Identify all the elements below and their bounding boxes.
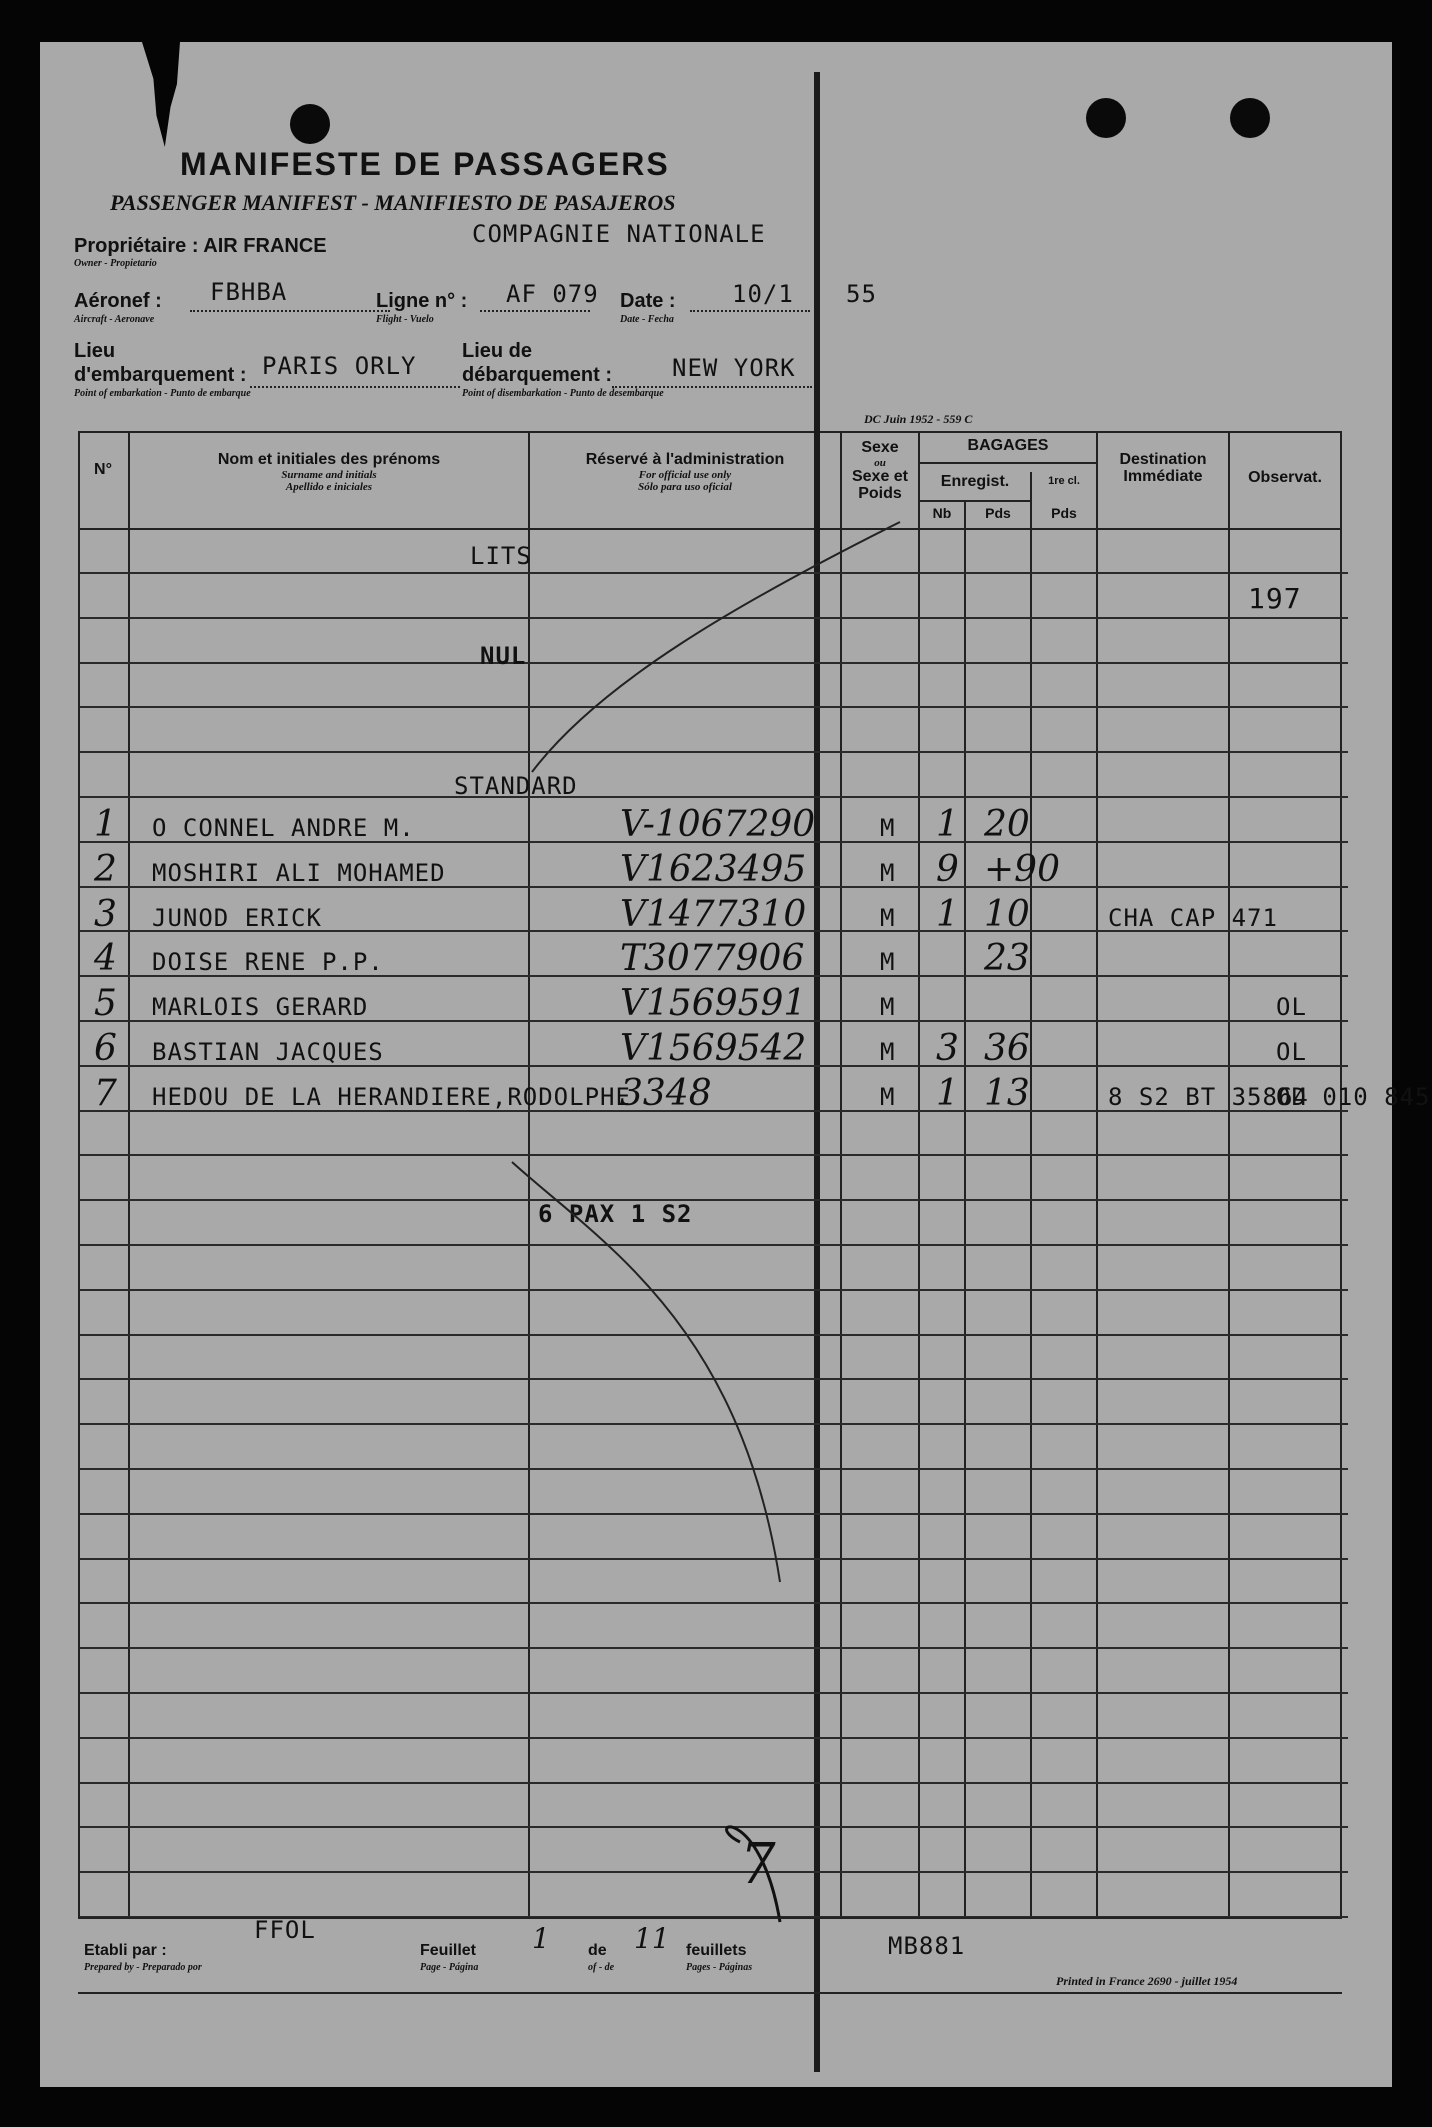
prepared-label: Etabli par : (84, 1942, 167, 1959)
baggage-count: 9 (936, 849, 959, 890)
aircraft-value: FBHBA (210, 278, 288, 306)
disembark-sub: Point of disembarkation - Punto de desembarque (462, 388, 664, 399)
passport-number: V-1067290 (620, 804, 816, 845)
passport-number: T3077906 (620, 938, 805, 979)
passport-number: V1477310 (620, 894, 807, 935)
owner-label: Propriétaire : AIR FRANCE (74, 235, 327, 257)
baggage-weight: 36 (984, 1028, 1030, 1069)
passenger-number: 7 (94, 1073, 117, 1114)
passport-number: 3348 (620, 1073, 712, 1114)
date-year: 55 (846, 280, 877, 308)
passenger-sex: M (880, 904, 896, 932)
hand-mark: 7 (740, 1832, 776, 1897)
passport-number: V1569591 (620, 983, 807, 1024)
prepared-sub: Prepared by - Preparado por (84, 1962, 202, 1973)
col-name: Nom et initiales des prénoms Surname and initials Apellido e iniciales (217, 451, 441, 493)
passenger-sex: M (880, 948, 896, 976)
col-observations: Observat. (1248, 469, 1322, 486)
passenger-name: BASTIAN JACQUES (152, 1038, 384, 1066)
embark-label-1: Lieu (74, 340, 116, 362)
passenger-number: 3 (94, 894, 117, 935)
col-admin: Réservé à l'administration For official use only Sólo para uso oficial (585, 451, 785, 493)
passenger-sex: M (880, 859, 896, 887)
passenger-number: 2 (94, 849, 117, 890)
aircraft-label: Aéronef : (74, 290, 162, 312)
passenger-number: 6 (94, 1028, 117, 1069)
section-lits: LITS (470, 542, 532, 570)
baggage-weight: 23 (984, 938, 1030, 979)
line-sub: Flight - Vuelo (376, 314, 434, 325)
passenger-number: 4 (94, 938, 117, 979)
disembark-label-2: débarquement : (462, 364, 613, 386)
observation: OL (1276, 1038, 1307, 1066)
baggage-count: 1 (936, 1073, 959, 1114)
sheet-sub: Page - Página (420, 1962, 479, 1973)
baggage-count: 1 (936, 804, 959, 845)
disembark-label-1: Lieu de (462, 340, 533, 362)
section-nul: NUL (480, 642, 527, 670)
of-sub: of - de (588, 1962, 615, 1973)
col-sex: Sexe ou Sexe et Poids (851, 439, 909, 502)
col-pds: Pds (985, 505, 1011, 521)
passenger-name: JUNOD ERICK (152, 904, 322, 932)
disembark-value: NEW YORK (672, 354, 796, 382)
owner-sub: Owner - Propietario (74, 258, 157, 269)
col-baggage: BAGAGES (967, 437, 1049, 454)
sheets-label: feuillets (686, 1942, 747, 1959)
col-no: N° (94, 461, 112, 478)
passenger-sex: M (880, 1083, 896, 1111)
baggage-weight: 10 (984, 894, 1030, 935)
section-standard: STANDARD (454, 772, 578, 800)
passenger-name: HEDOU DE LA HERANDIERE,RODOLPHE (152, 1083, 631, 1111)
passenger-number: 1 (94, 804, 117, 845)
passenger-sex: M (880, 1038, 896, 1066)
baggage-weight: +90 (984, 849, 1060, 890)
col-pds-2: Pds (1051, 505, 1077, 521)
col-registered: Enregist. (940, 473, 1010, 490)
observation: OD 010 845 (1276, 1083, 1431, 1111)
pen-strokes (40, 42, 1392, 2087)
total-pax: 6 PAX 1 S2 (538, 1200, 693, 1228)
observation: OL (1276, 993, 1307, 1021)
form-code: DC Juin 1952 - 559 C (864, 412, 973, 426)
baggage-weight: 20 (984, 804, 1030, 845)
baggage-weight: 13 (984, 1073, 1030, 1114)
prepared-value: FFOL (254, 1916, 316, 1944)
sheet-value: 1 (532, 1922, 550, 1955)
passport-number: V1569542 (620, 1028, 807, 1069)
baggage-count: 3 (936, 1028, 959, 1069)
owner-extra: COMPAGNIE NATIONALE (472, 220, 766, 248)
line-value: AF 079 (506, 280, 599, 308)
passenger-name: O CONNEL ANDRE M. (152, 814, 415, 842)
date-label: Date : (620, 290, 676, 312)
passport-number: V1623495 (620, 849, 807, 890)
embark-label-2: d'embarquement : (74, 364, 247, 386)
col-nb: Nb (932, 505, 952, 521)
count-197: 197 (1248, 582, 1302, 615)
date-value: 10/1 (732, 280, 794, 308)
of-value: 11 (634, 1922, 670, 1955)
document-code: MB881 (888, 1932, 966, 1960)
line-label: Ligne n° : (376, 290, 468, 312)
destination: CHA CAP 471 (1108, 904, 1278, 932)
sheet-label: Feuillet (420, 1942, 477, 1959)
col-destination: Destination Immédiate (1119, 451, 1207, 485)
manifest-sheet (40, 42, 1431, 2087)
passenger-sex: M (880, 814, 896, 842)
embark-sub: Point of embarkation - Punto de embarque (74, 388, 251, 399)
printed-note: Printed in France 2690 - juillet 1954 (1056, 1974, 1238, 1988)
manifest-title: MANIFESTE DE PASSAGERS (180, 146, 670, 182)
sheets-sub: Pages - Páginas (686, 1962, 753, 1973)
manifest-subtitle: PASSENGER MANIFEST - MANIFIESTO DE PASAJEROS (110, 190, 676, 215)
passenger-name: MARLOIS GERARD (152, 993, 369, 1021)
passenger-sex: M (880, 993, 896, 1021)
passenger-number: 5 (94, 983, 117, 1024)
col-first-class: 1re cl. (1048, 475, 1080, 487)
baggage-count: 1 (936, 894, 959, 935)
of-label: de (588, 1942, 607, 1959)
aircraft-sub: Aircraft - Aeronave (74, 314, 155, 325)
passenger-name: DOISE RENE P.P. (152, 948, 384, 976)
embark-value: PARIS ORLY (262, 352, 417, 380)
passenger-name: MOSHIRI ALI MOHAMED (152, 859, 446, 887)
date-sub: Date - Fecha (620, 314, 674, 325)
destination: 8 S2 BT 35864 (1108, 1083, 1309, 1111)
